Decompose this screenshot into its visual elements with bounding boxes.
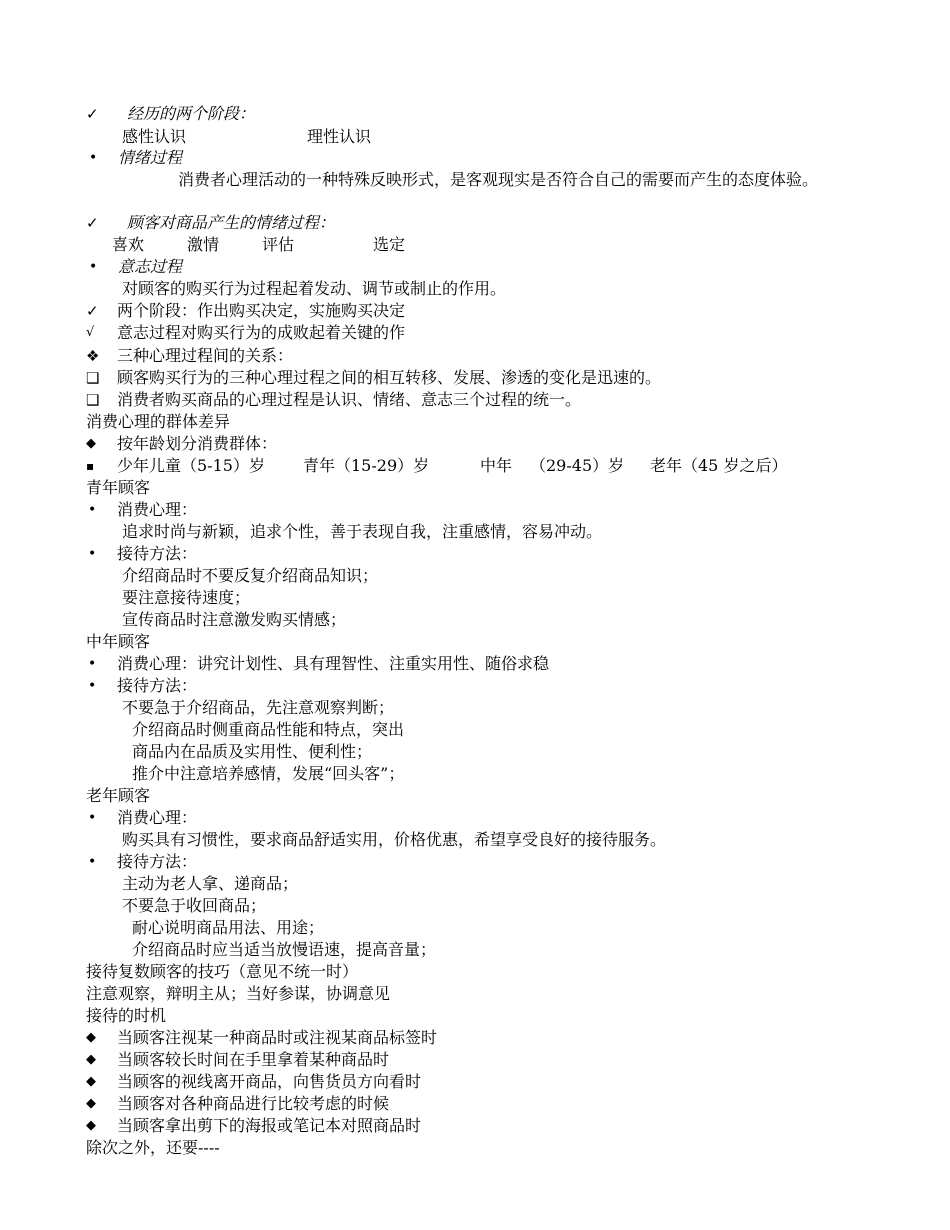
section-title-multiple-customers: 接待复数顾客的技巧（意见不统一时） <box>86 962 359 981</box>
heading-emotion-process: 情绪过程 <box>118 148 183 167</box>
text-senior-psychology: 购买具有习惯性，要求商品舒适实用，价格优惠，希望享受良好的接待服务。 <box>122 830 667 849</box>
bullet-icon: • <box>88 656 97 672</box>
text-middle-psychology: 消费心理：讲究计划性、具有理智性、注重实用性、随俗求稳 <box>117 654 550 673</box>
text-timing-1: 当顾客注视某一种商品时或注视某商品标签时 <box>117 1028 438 1047</box>
text-in-addition: 除次之外，还要---- <box>86 1138 220 1157</box>
bullet-icon: • <box>89 259 98 275</box>
text-timing-4: 当顾客对各种商品进行比较考虑的时候 <box>117 1094 390 1113</box>
text-will-key: 意志过程对购买行为的成败起着关键的作 <box>117 323 406 342</box>
text-middle-method-4: 推介中注意培养感情，发展“回头客”； <box>132 764 405 783</box>
text-rational: 理性认识 <box>307 127 372 146</box>
text-youth-method-label: 接待方法： <box>117 544 198 563</box>
text-passion: 激情 <box>187 235 220 254</box>
text-two-stages: 两个阶段：作出购买决定，实施购买决定 <box>117 301 406 320</box>
text-process-transfer: 顾客购买行为的三种心理过程之间的相互转移、发展、渗透的变化是迅速的。 <box>117 368 662 387</box>
diamond-icon: ◆ <box>86 1052 96 1067</box>
text-senior-method-1: 主动为老人拿、递商品； <box>122 874 299 893</box>
text-youth-psychology-label: 消费心理： <box>117 500 198 519</box>
section-title-group-difference: 消费心理的群体差异 <box>86 412 231 431</box>
paragraph-emotion-definition: 消费者心理活动的一种特殊反映形式，是客观现实是否符合自己的需要而产生的态度体验。 <box>178 170 819 189</box>
text-age-groups: 按年龄划分消费群体： <box>117 434 278 453</box>
square-bullet-icon: ▪ <box>86 459 95 473</box>
bullet-icon: • <box>88 678 97 694</box>
diamond-icon: ◆ <box>86 1074 96 1089</box>
text-age-middle: 中年 <box>480 456 513 475</box>
text-youth-psychology: 追求时尚与新颖，追求个性，善于表现自我，注重感情，容易冲动。 <box>122 522 603 541</box>
text-process-unity: 消费者购买商品的心理过程是认识、情绪、意志三个过程的统一。 <box>117 390 582 409</box>
bullet-icon: • <box>89 150 98 166</box>
check-icon: ✓ <box>86 214 99 232</box>
bullet-icon: • <box>88 546 97 562</box>
check-icon: ✓ <box>86 105 99 123</box>
check-icon: ✓ <box>86 302 99 320</box>
text-senior-method-3: 耐心说明商品用法、用途； <box>132 918 325 937</box>
text-timing-3: 当顾客的视线离开商品，向售货员方向看时 <box>117 1072 422 1091</box>
text-youth-method-3: 宣传商品时注意激发购买情感； <box>122 610 347 629</box>
text-age-middle-range: （29-45）岁 <box>530 456 625 475</box>
bullet-icon: • <box>88 502 97 518</box>
text-middle-method-3: 商品内在品质及实用性、便利性； <box>132 742 373 761</box>
text-senior-method-2: 不要急于收回商品； <box>122 896 267 915</box>
section-title-senior: 老年顾客 <box>86 786 151 805</box>
text-three-process-relation: 三种心理过程间的关系： <box>117 346 294 365</box>
diamond-icon: ◆ <box>86 1096 96 1111</box>
heading-two-stages: 经历的两个阶段： <box>127 104 256 123</box>
text-age-youth: 青年（15-29）岁 <box>303 456 430 475</box>
text-timing-2: 当顾客较长时间在手里拿着某种商品时 <box>117 1050 390 1069</box>
diamond-icon: ◆ <box>86 436 96 451</box>
text-youth-method-1: 介绍商品时不要反复介绍商品知识； <box>122 566 379 585</box>
text-youth-method-2: 要注意接待速度； <box>122 588 251 607</box>
diamond-icon: ◆ <box>86 1118 96 1133</box>
text-middle-method-label: 接待方法： <box>117 676 198 695</box>
checkbox-square-icon: ❑ <box>86 391 100 409</box>
bullet-icon: • <box>88 810 97 826</box>
text-evaluate: 评估 <box>262 235 295 254</box>
text-select: 选定 <box>373 235 406 254</box>
text-senior-method-label: 接待方法： <box>117 852 198 871</box>
text-perceptual: 感性认识 <box>122 127 187 146</box>
text-middle-method-1: 不要急于介绍商品，先注意观察判断； <box>122 698 395 717</box>
text-like: 喜欢 <box>112 235 145 254</box>
text-senior-method-4: 介绍商品时应当适当放慢语速，提高音量； <box>132 940 437 959</box>
diamond-icon: ◆ <box>86 1030 96 1045</box>
text-middle-method-2: 介绍商品时侧重商品性能和特点，突出 <box>132 720 405 739</box>
section-title-youth: 青年顾客 <box>86 478 151 497</box>
text-age-senior: 老年（45 岁之后） <box>650 456 788 475</box>
text-age-child: 少年儿童（5-15）岁 <box>117 456 265 475</box>
heading-will-process: 意志过程 <box>118 257 183 276</box>
check-icon: √ <box>86 325 95 340</box>
heading-emotion-stages: 顾客对商品产生的情绪过程： <box>127 213 336 232</box>
checkbox-square-icon: ❑ <box>86 369 100 387</box>
text-will-role: 对顾客的购买行为过程起着发动、调节或制止的作用。 <box>122 279 507 298</box>
section-title-middle-aged: 中年顾客 <box>86 632 151 651</box>
text-senior-psychology-label: 消费心理： <box>117 808 198 827</box>
bullet-icon: • <box>88 854 97 870</box>
text-multiple-customers-tips: 注意观察，辩明主从；当好参谋，协调意见 <box>86 984 391 1003</box>
diamond-cluster-icon: ❖ <box>86 347 100 365</box>
text-timing-5: 当顾客拿出剪下的海报或笔记本对照商品时 <box>117 1116 422 1135</box>
section-title-timing: 接待的时机 <box>86 1006 167 1025</box>
